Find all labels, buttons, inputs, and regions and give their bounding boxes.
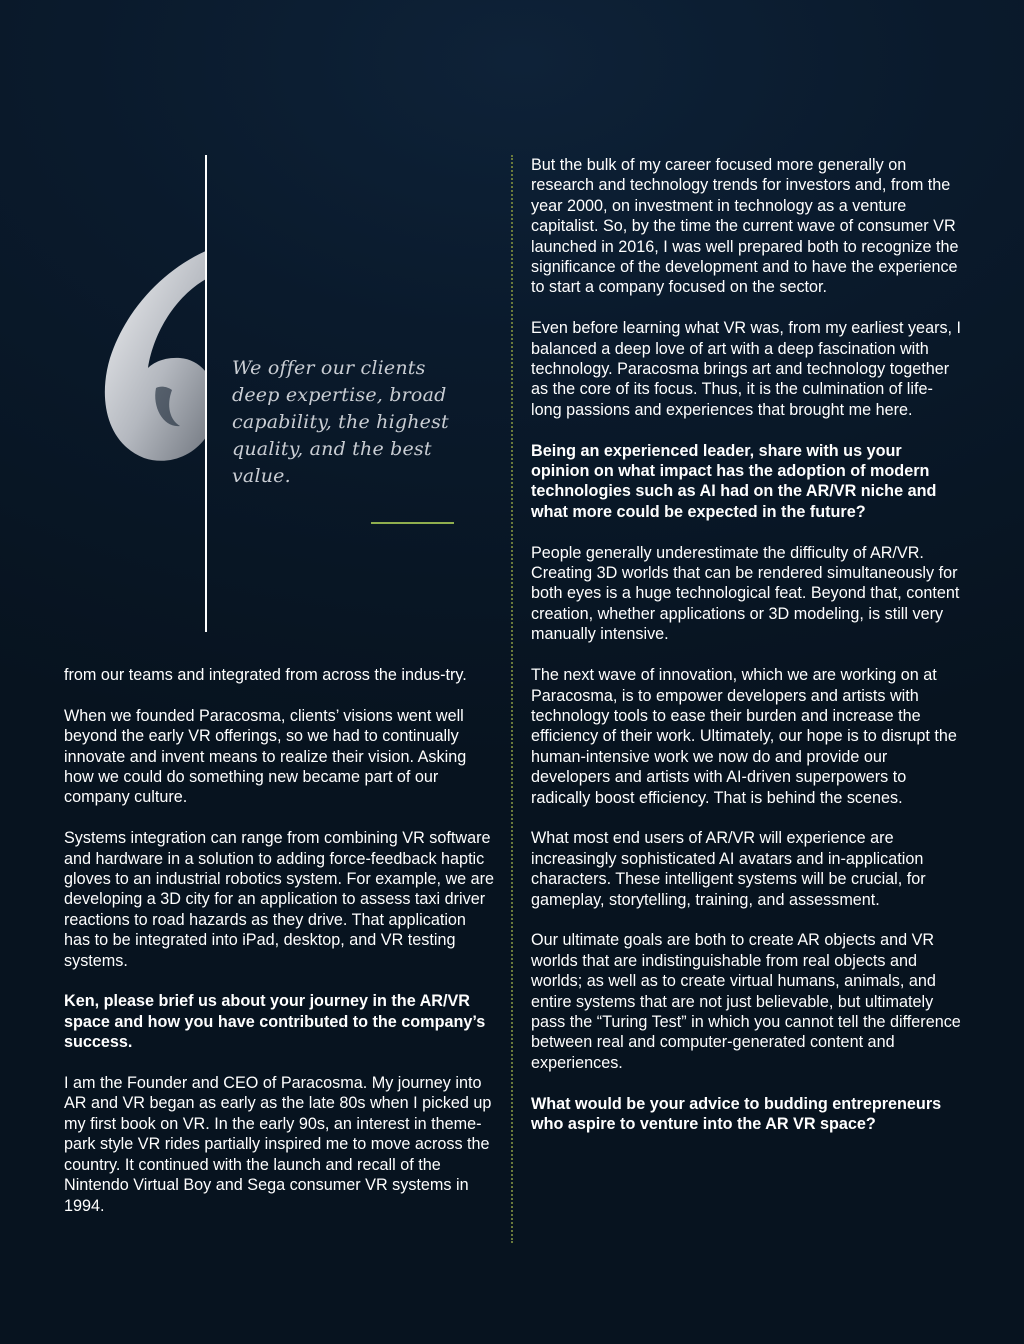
paragraph: Systems integration can range from combining VR software and hardware in a solution to adding force-feedback haptic gloves to an industrial robotics system. For example, we are developing a 3D city for an application to assess taxi driver reactions to road hazards as they drive. That application has to be integrated into iPad, desktop, and VR testing systems. <box>64 829 495 970</box>
paragraph: I am the Founder and CEO of Paracosma. My journey into AR and VR began as early as the late 80s when I picked up my first book on VR. In the early 90s, an interest in theme-park style VR rides partially inspired me to move across the country. It continued with the launch and recall of the Nintendo Virtual Boy and Sega consumer VR systems in 1994. <box>64 1074 492 1215</box>
pull-quote-text: We offer our clients deep expertise, broad capability, the highest quality, and the best value. <box>232 357 449 487</box>
paragraph: The next wave of innovation, which we are working on at Paracosma, is to empower developers and artists with technology tools to ease their burden and increase the efficiency of their work. Ultimately, our hope is to disrupt the human-intensive work we now do and provide our developers and artists with AI-driven superpowers to radically boost efficiency. That is behind the scenes. <box>531 666 957 807</box>
interview-question: Being an experienced leader, share with us your opinion on what impact has the adoption of modern technologies such as AI had on the AR/VR niche and what more could be expected in the future? <box>531 441 937 521</box>
paragraph: When we founded Paracosma, clients’ visions went well beyond the early VR offerings, so we had to continually innovate and invent means to realize their vision. Asking how we could do something new became part of our company culture. <box>64 706 467 807</box>
interview-question: Ken, please brief us about your journey in the AR/VR space and how you have contributed to the company’s success. <box>64 992 486 1052</box>
left-column <box>64 665 496 1236</box>
paragraph: People generally underestimate the difficulty of AR/VR. Creating 3D worlds that can be rendered simultaneously for both eyes is a huge technological feat. Beyond that, content creation, whether applications or 3D modeling, is still very manually intensive. <box>531 543 960 644</box>
opening-quote-mark-icon <box>96 238 208 468</box>
paragraph: What most end users of AR/VR will experience are increasingly sophisticated AI avatars and in-application characters. These intelligent systems will be crucial, for gameplay, storytelling, training, and assessment. <box>531 829 926 909</box>
quote-vertical-rule <box>205 155 207 632</box>
pull-quote-accent-line <box>371 522 454 524</box>
interview-question: What would be your advice to budding entrepreneurs who aspire to venture into the AR VR space? <box>531 1094 942 1133</box>
paragraph: Even before learning what VR was, from my earliest years, I balanced a deep love of art with a deep fascination with technology. Paracosma brings art and technology together as the core of its focus. Thus, it is the culmination of life-long passions and experiences that brought me here. <box>531 319 962 419</box>
paragraph: But the bulk of my career focused more generally on research and technology trends for investors and, from the year 2000, on investment in technology as a venture capitalist. So, by the time the current wave of consumer VR launched in 2016, I was well prepared both to recognize the significance of the development and to have the experience to start a company focused on the sector. <box>531 156 959 297</box>
column-divider <box>511 155 513 1243</box>
paragraph: Our ultimate goals are both to create AR objects and VR worlds that are indistinguishable from real objects and worlds; as well as to create virtual humans, animals, and entire systems that are not just believable, but ultimately pass the “Turing Test” in which you cannot tell the difference between real and computer-generated content and experiences. <box>531 931 961 1072</box>
paragraph: from our teams and integrated from across the indus-try. <box>64 666 467 684</box>
right-column <box>531 155 963 1155</box>
